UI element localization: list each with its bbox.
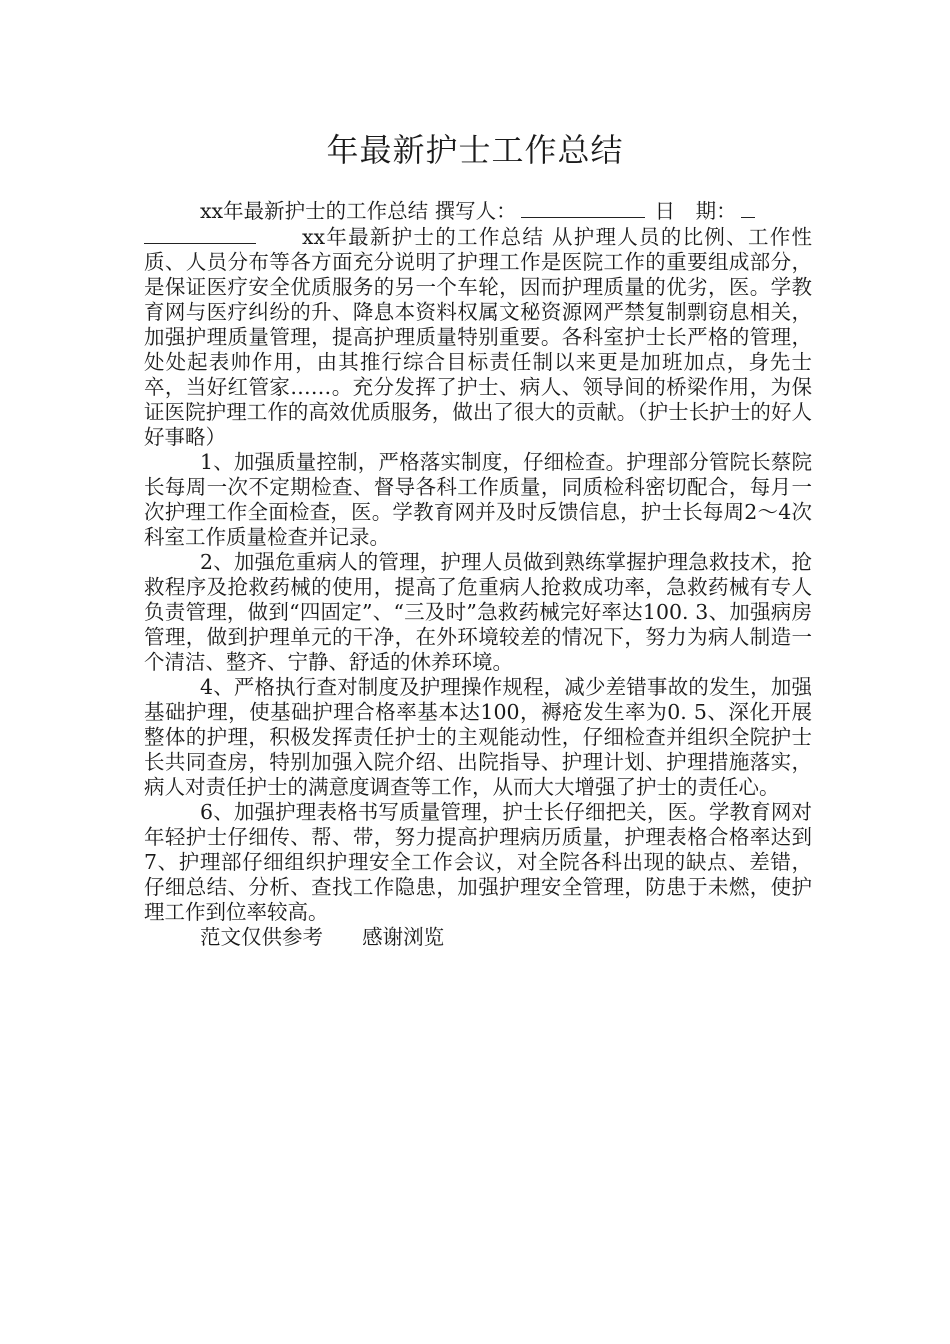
header-prefix: xx年最新护士的工作总结 撰写人：: [200, 199, 517, 223]
document-body: [144, 198, 812, 950]
paragraph-4: 6、加强护理表格书写质量管理，护士长仔细把关，医。学教育网对年轻护士仔细传、帮、带，努力提高护理病历质量，护理表格合格率达到 7、护理部仔细组织护理安全工作会议，对全院各科出现的缺点、差错，仔细总结、分析、查找工作隐患，加强护理安全管理，防患于未燃，使护理工作到位率较高。: [144, 800, 812, 924]
header-rest: xx年最新护士的工作总结 从护理人员的比例、工作性质、人员分布等各方面充分说明了护理工作是医院工作的重要组成部分，是保证医疗安全优质服务的另一个车轮，因而护理质量的优劣，医。学教育网与医疗纠纷的升、降息本资料权属文秘资源网严禁复制剽窃息相关，加强护理质量管理，提高护理质量特别重要。各科室护士长严格的管理，处处起表帅作用，由其推行综合目标责任制以来更是加班加点，身先士卒，当好红管家……。充分发挥了护士、病人、领导间的桥梁作用，为保证医院护理工作的高效优质服务，做出了很大的贡献。（护士长护士的好人好事略）: [144, 225, 812, 449]
footer-left: 范文仅供参考: [200, 925, 323, 949]
document-title: 年最新护士工作总结: [326, 131, 624, 169]
paragraph-3: 4、严格执行查对制度及护理操作规程，减少差错事故的发生，加强基础护理，使基础护理合格率基本达100，褥疮发生率为0. 5、深化开展整体的护理，积极发挥责任护士的主观能动性，仔细检查并组织全院护士长共同查房，特别加强入院介绍、出院指导、护理计划、护理措施落实，病人对责任护士的满意度调查等工作，从而大大增强了护士的责任心。: [144, 675, 812, 799]
footer-right: 感谢浏览: [362, 925, 445, 949]
paragraph-2: 2、加强危重病人的管理，护理人员做到熟练掌握护理急救技术，抢救程序及抢救药械的使用，提高了危重病人抢救成功率，急救药械有专人负责管理，做到“四固定”、“三及时”急救药械完好率达100. 3、加强病房管理，做到护理单元的干净，在外环境较差的情况下，努力为病人制造一个清洁、整齐、宁静、舒适的休养环境。: [144, 550, 812, 674]
writer-blank-line: [521, 198, 645, 218]
header-paragraph: [144, 198, 812, 450]
paragraph-1: 1、加强质量控制，严格落实制度，仔细检查。护理部分管院长蔡院长每周一次不定期检查、督导各科工作质量，同质检科密切配合，每月一次护理工作全面检查，医。学教育网并及时反馈信息，护士长每周2～4次科室工作质量检查并记录。: [144, 450, 812, 549]
date-blank-line: [741, 198, 755, 218]
date-label: 日 期：: [654, 199, 737, 223]
date-blank-line-continued: [144, 224, 256, 244]
document-footer: [144, 925, 812, 950]
